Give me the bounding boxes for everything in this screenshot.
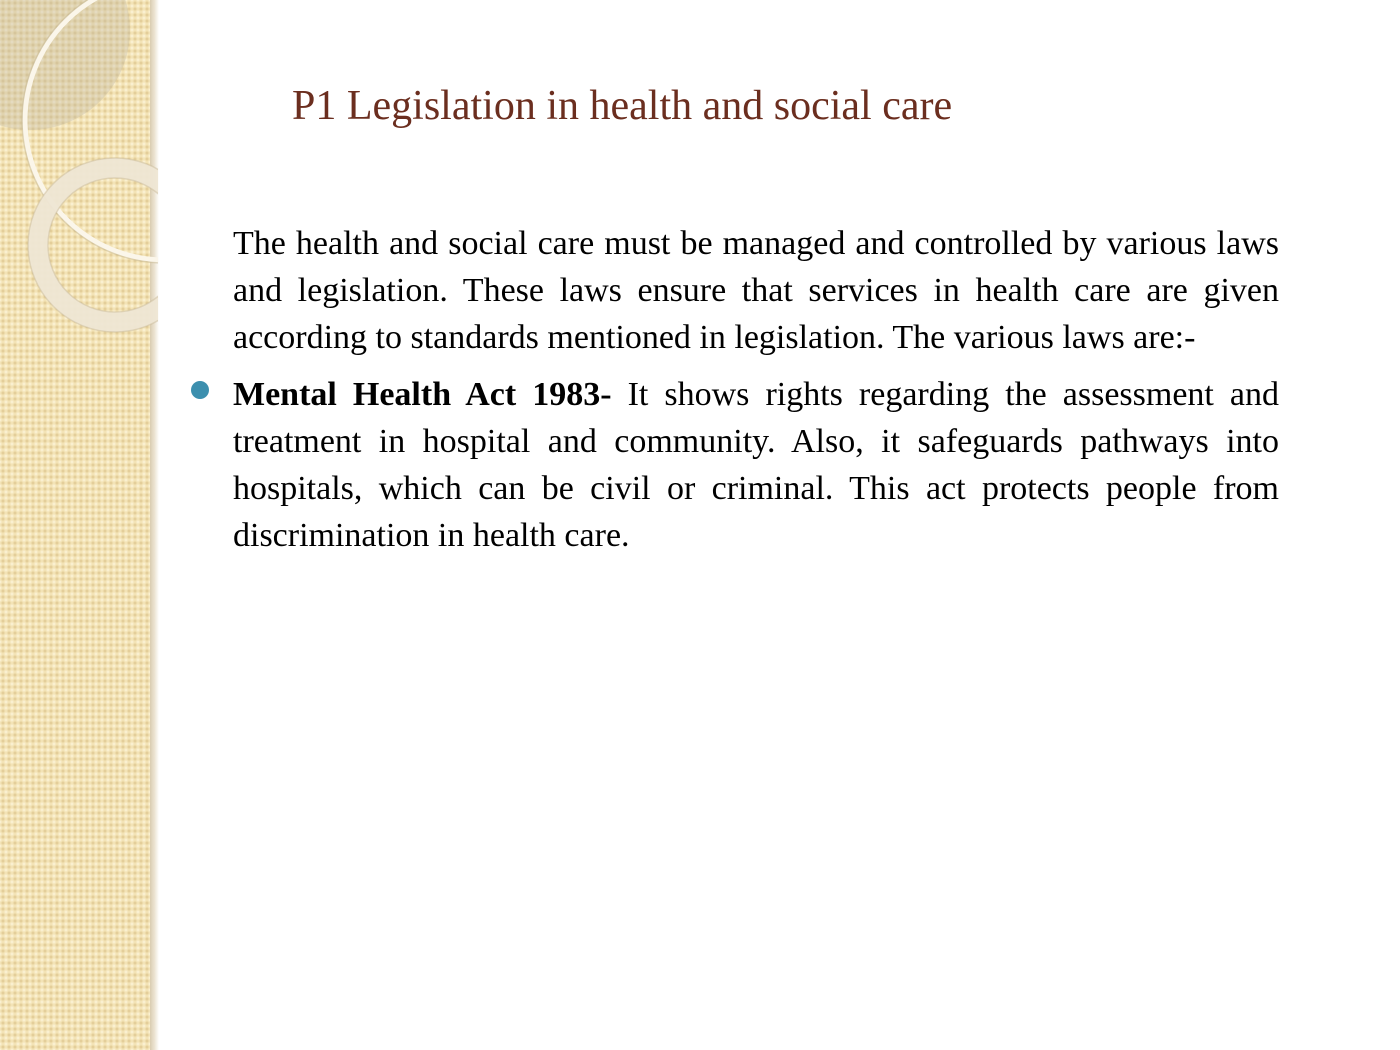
intro-paragraph: The health and social care must be managed and controlled by various laws and legislation. These laws ensure that services in health care are given according to standards mentioned in legislation. The various laws are:- (233, 225, 1279, 356)
slide-title: P1 Legislation in health and social care (292, 83, 953, 129)
decorative-circles-icon (0, 0, 158, 340)
slide-body (233, 220, 1279, 559)
bullet-term: Mental Health Act 1983- (233, 376, 612, 413)
bullet-item (233, 371, 1279, 559)
bullet-description: It shows rights regarding the assessment and treatment in hospital and community. Also, it safeguards pathways into hospitals, which can be civil or criminal. This act protects people from discrimination in health care. (233, 376, 1279, 554)
bullet-dot-icon (191, 381, 209, 399)
